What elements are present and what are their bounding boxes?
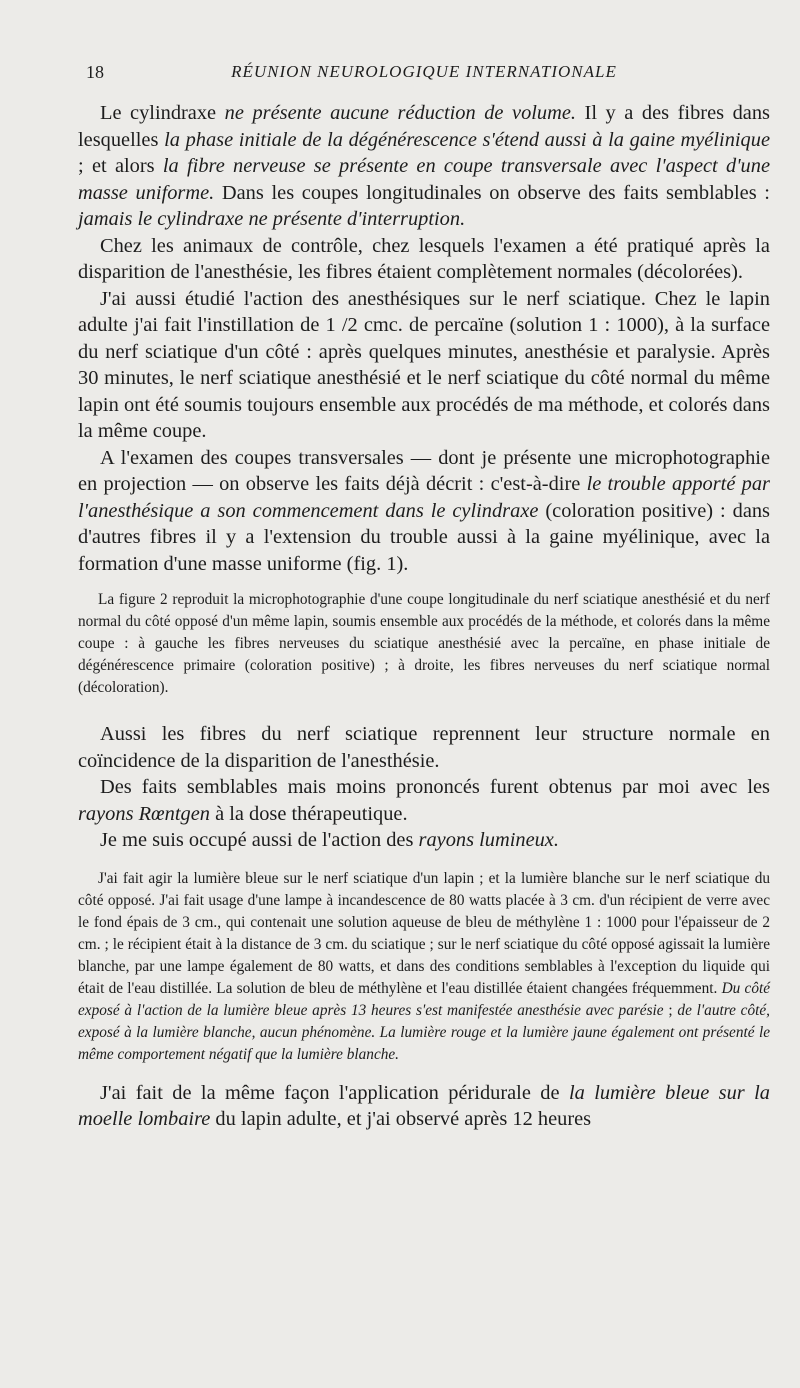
paragraph-final	[78, 1080, 770, 1133]
spacer	[78, 699, 770, 721]
text-run: Dans les coupes longitudinales on observe des faits semblables :	[214, 181, 770, 204]
text-run: Je me suis occupé aussi de l'action des	[100, 829, 419, 851]
italic-run: de l'autre côté, exposé à la lumière blanche, aucun phénomène. La lumière rouge et la lumière jaune également ont présenté le même comportement négatif que la lumière blanche.	[78, 1001, 770, 1063]
text-run: à la dose thérapeutique.	[209, 802, 408, 825]
spacer	[78, 577, 770, 589]
text-run: Des faits semblables mais moins prononcés furent obtenus par moi avec les	[100, 776, 770, 798]
spacer	[78, 1066, 770, 1080]
paragraph	[78, 100, 770, 233]
text-run: Il y a des fibres dans lesquelles	[78, 102, 770, 151]
text-run: du lapin adulte, et j'ai observé après 12 heures	[210, 1108, 592, 1130]
text-run: (coloration positive) : dans d'autres fibres il y a l'extension du trouble aussi à la gaine myélinique, avec la formation d'une masse uniforme (fig. 1).	[78, 499, 770, 575]
text-run: J'ai fait de la même façon l'application péridurale de	[100, 1081, 569, 1104]
page-number: 18	[86, 62, 104, 82]
italic-run: la phase initiale de la dégénérescence s'étend aussi à la gaine myélinique	[164, 128, 770, 151]
paragraph	[78, 445, 770, 578]
spacer	[78, 854, 770, 868]
page-header	[78, 62, 770, 88]
italic-run: la lumière bleue sur la moelle lombaire	[78, 1081, 770, 1130]
italic-run: ne présente aucune réduction de volume.	[224, 102, 576, 124]
text-run: ; et alors	[78, 155, 163, 177]
text-run: ;	[663, 1001, 678, 1019]
paragraph	[78, 233, 770, 286]
text-run: Le cylindraxe	[100, 102, 225, 124]
italic-run: la fibre nerveuse se présente en coupe transversale avec l'aspect d'une masse uniforme.	[78, 155, 770, 204]
paragraph	[78, 827, 770, 854]
text-run: A l'examen des coupes transversales — dont je présente une microphotographie en projection — on observe les faits déjà décrit : c'est-à-dire	[78, 446, 770, 495]
italic-run: rayons lumineux.	[418, 829, 559, 851]
paragraph	[78, 286, 770, 445]
article-body	[78, 100, 770, 1133]
italic-run: rayons Rœntgen	[78, 802, 210, 825]
paragraph	[78, 774, 770, 827]
italic-run: jamais le cylindraxe ne présente d'interruption.	[78, 208, 466, 230]
text-run: J'ai fait agir la lumière bleue sur le nerf sciatique d'un lapin ; et la lumière blanche sur le nerf sciatique du côté opposé. J'ai fait usage d'une lampe à incandescence de 80 watts placée à 3 cm. d'un récipient de verre avec le fond épais de 3 cm., qui contenait une solution aqueuse de bleu de méthylène 1 : 1000 pour l'épaisseur de 2 cm. ; le récipient était à la distance de 3 cm. du sciatique ; sur le nerf sciatique du côté opposé agissait la lumière blanche, par une lampe également de 80 watts, et dans des conditions semblables à l'exception du liquide qui était de l'eau distillée. La solution de bleu de méthylène et l'eau distillée étaient changées fréquemment.	[78, 869, 770, 997]
footnote-light-experiment	[78, 868, 770, 1066]
paragraph	[78, 721, 770, 774]
italic-run: Du côté exposé à l'action de la lumière bleue après 13 heures s'est manifestée anesthésie avec parésie	[78, 979, 771, 1019]
text-run: Chez les animaux de contrôle, chez lesquels l'examen a été pratiqué après la disparition de l'anesthésie, les fibres étaient complètement normales (décolorées).	[78, 234, 770, 283]
footnote-figure-2: La figure 2 reproduit la microphotographie d'une coupe longitudinale du nerf sciatique anesthésié et du nerf normal du côté opposé d'un même lapin, soumis ensemble aux procédés de la méthode, et colorés dans la même coupe : à gauche les fibres nerveuses du sciatique anesthésié avec la percaïne, en phase initiale de dégénérescence primaire (coloration positive) ; à droite, les fibres nerveuses du nerf sciatique normal (décoloration).	[78, 591, 770, 696]
running-title: RÉUNION NEUROLOGIQUE INTERNATIONALE	[231, 62, 617, 81]
italic-run: le trouble apporté par l'anesthésique a son commencement dans le cylindraxe	[78, 473, 770, 522]
text-run: J'ai aussi étudié l'action des anesthésiques sur le nerf sciatique. Chez le lapin adulte j'ai fait l'instillation de 1 /2 cmc. de percaïne (solution 1 : 1000), à la surface du nerf sciatique d'un côté : après quelques minutes, anesthésie et paralysie. Après 30 minutes, le nerf sciatique anesthésié et le nerf sciatique du côté normal du même lapin ont été soumis toujours ensemble aux procédés de ma méthode, et colorés dans la même coupe.	[78, 287, 770, 442]
text-run: Aussi les fibres du nerf sciatique reprennent leur structure normale en coïncidence de la disparition de l'anesthésie.	[78, 723, 770, 772]
